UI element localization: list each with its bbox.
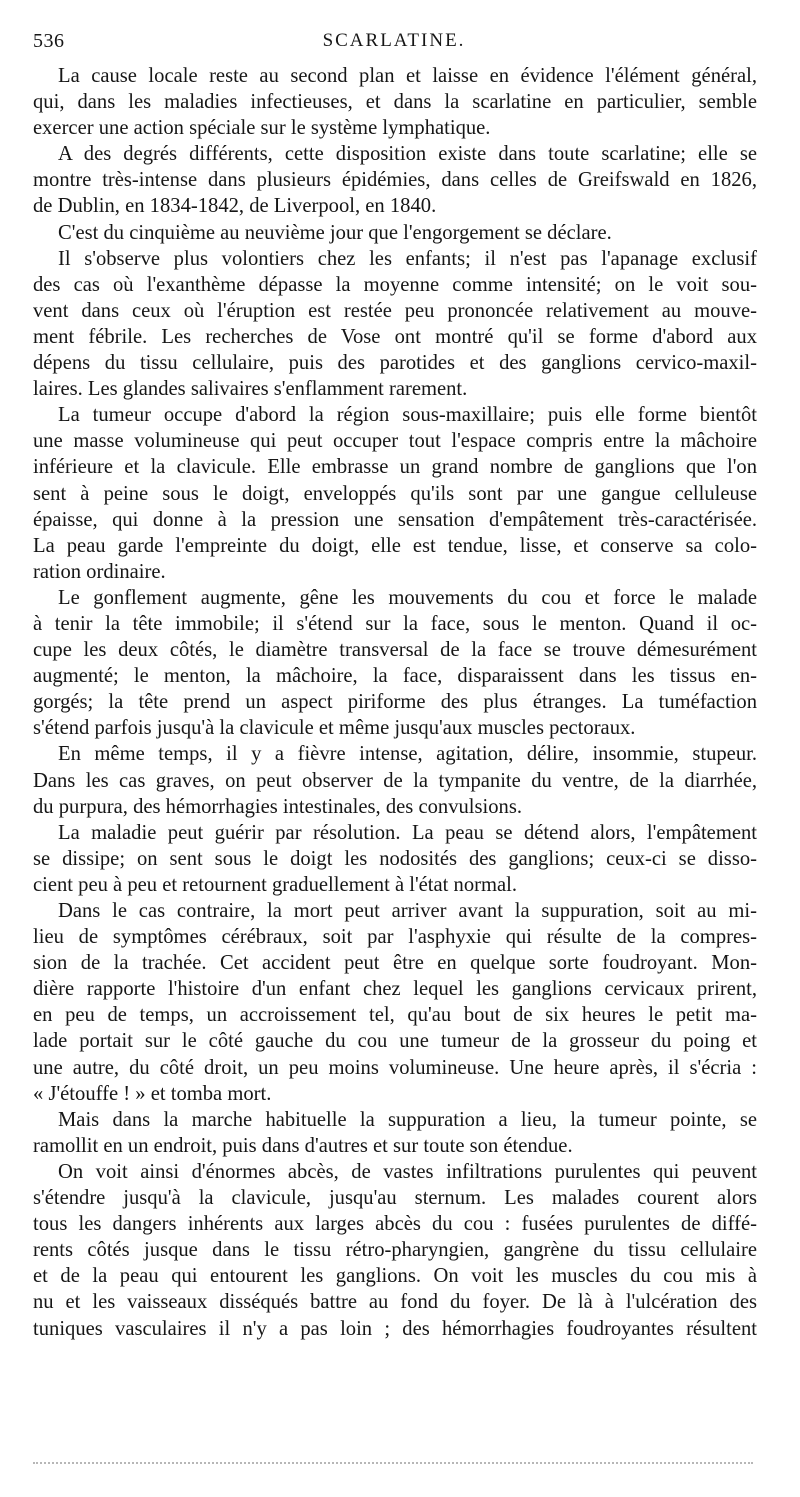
text-line: qui, dans les maladies infectieuses, et dans la scarlatine en particulier, semble (33, 91, 757, 114)
footer-rule (33, 1462, 753, 1464)
text-line: montre très-intense dans plusieurs épidémies, dans celles de Greifswald en 1826, (33, 169, 757, 192)
text-line: cient peu à peu et retournent graduellement à l'état normal. (33, 873, 518, 896)
text-line: lade portait sur le côté gauche du cou une tumeur de la grosseur du poing et (33, 1030, 757, 1053)
text-line: Il s'observe plus volontiers chez les enfants; il n'est pas l'apanage exclusif (58, 247, 757, 270)
text-line: cupe les deux côtés, le diamètre transversal de la face se trouve démesurément (33, 639, 757, 662)
text-line: dépens du tissu cellulaire, puis des parotides et des ganglions cervico-maxil- (33, 352, 757, 375)
text-line: Le gonflement augmente, gêne les mouvements du cou et force le malade (58, 586, 757, 609)
text-line: « J'étouffe ! » et tomba mort. (33, 1082, 272, 1105)
body-text (33, 63, 757, 1342)
text-line: de Dublin, en 1834-1842, de Liverpool, en 1840. (33, 195, 437, 218)
text-line: En même temps, il y a fièvre intense, agitation, délire, insommie, stupeur. (58, 743, 757, 766)
text-line: des cas où l'exanthème dépasse la moyenne comme intensité; on le voit sou- (33, 273, 757, 296)
text-line: tuniques vasculaires il n'y a pas loin ; des hémorrhagies foudroyantes résultent (33, 1317, 757, 1340)
text-line: Mais dans la marche habituelle la suppuration a lieu, la tumeur pointe, se (58, 1108, 757, 1131)
text-line: C'est du cinquième au neuvième jour que l'engorgement se déclare. (58, 221, 612, 244)
text-line: en peu de temps, un accroissement tel, qu'au bout de six heures le petit ma- (33, 1004, 757, 1027)
text-line: On voit ainsi d'énormes abcès, de vastes infiltrations purulentes qui peuvent (58, 1160, 757, 1183)
text-line: augmenté; le menton, la mâchoire, la face, disparaissent dans les tissus en- (33, 665, 757, 688)
text-line: une autre, du côté droit, un peu moins volumineuse. Une heure après, il s'écria : (33, 1056, 757, 1079)
text-line: La maladie peut guérir par résolution. La peau se détend alors, l'empâtement (58, 821, 757, 844)
text-line: vent dans ceux où l'éruption est restée peu prononcée relativement au mouve- (33, 299, 757, 322)
text-line: rents côtés jusque dans le tissu rétro-pharyngien, gangrène du tissu cellulaire (33, 1239, 757, 1262)
text-line: A des degrés différents, cette disposition existe dans toute scarlatine; elle se (58, 143, 757, 166)
text-line: sent à peine sous le doigt, enveloppés qu'ils sont par une gangue celluleuse (33, 482, 757, 505)
text-line: La tumeur occupe d'abord la région sous-maxillaire; puis elle forme bientôt (58, 404, 757, 427)
text-line: dière rapporte l'histoire d'un enfant chez lequel les ganglions cervicaux prirent, (33, 978, 757, 1001)
text-line: épaisse, qui donne à la pression une sensation d'empâtement très-caractérisée. (33, 508, 757, 531)
text-line: laires. Les glandes salivaires s'enflamment rarement. (33, 378, 468, 401)
text-line: gorgés; la tête prend un aspect piriforme des plus étranges. La tuméfaction (33, 691, 757, 714)
text-line: inférieure et la clavicule. Elle embrasse un grand nombre de ganglions que l'on (33, 456, 757, 479)
text-line: ration ordinaire. (33, 560, 166, 583)
text-line: nu et les vaisseaux disséqués battre au fond du foyer. De là à l'ulcération des (33, 1291, 757, 1314)
text-line: ramollit en un endroit, puis dans d'autres et sur toute son étendue. (33, 1134, 573, 1157)
text-line: et de la peau qui entourent les ganglions. On voit les muscles du cou mis à (33, 1265, 757, 1288)
text-line: tous les dangers inhérents aux larges abcès du cou : fusées purulentes de diffé- (33, 1213, 757, 1236)
text-line: du purpura, des hémorrhagies intestinales, des convulsions. (33, 795, 523, 818)
text-line: Dans le cas contraire, la mort peut arriver avant la suppuration, soit au mi- (58, 900, 757, 922)
text-line: exercer une action spéciale sur le système lymphatique. (33, 117, 491, 140)
page-number: 536 (33, 30, 65, 52)
text-line: se dissipe; on sent sous le doigt les nodosités des ganglions; ceux-ci se disso- (33, 847, 757, 870)
text-line: à tenir la tête immobile; il s'étend sur la face, sous le menton. Quand il oc- (33, 612, 757, 635)
text-line: ment fébrile. Les recherches de Vose ont montré qu'il se forme d'abord aux (33, 325, 757, 348)
text-line: lieu de symptômes cérébraux, soit par l'asphyxie qui résulte de la compres- (33, 926, 757, 949)
text-line: sion de la trachée. Cet accident peut être en quelque sorte foudroyant. Mon- (33, 952, 757, 975)
text-line: Dans les cas graves, on peut observer de la tympanite du ventre, de la diarrhée, (33, 769, 757, 792)
text-line: une masse volumineuse qui peut occuper tout l'espace compris entre la mâchoire (33, 430, 757, 453)
text-line: La peau garde l'empreinte du doigt, elle est tendue, lisse, et conserve sa colo- (33, 534, 757, 557)
text-line: s'étend parfois jusqu'à la clavicule et même jusqu'aux muscles pectoraux. (33, 717, 636, 740)
running-head (33, 30, 755, 58)
text-line: s'étendre jusqu'à la clavicule, jusqu'au sternum. Les malades courent alors (33, 1187, 757, 1210)
running-title: SCARLATINE. (322, 30, 466, 51)
text-line: La cause locale reste au second plan et laisse en évidence l'élément général, (58, 65, 757, 87)
